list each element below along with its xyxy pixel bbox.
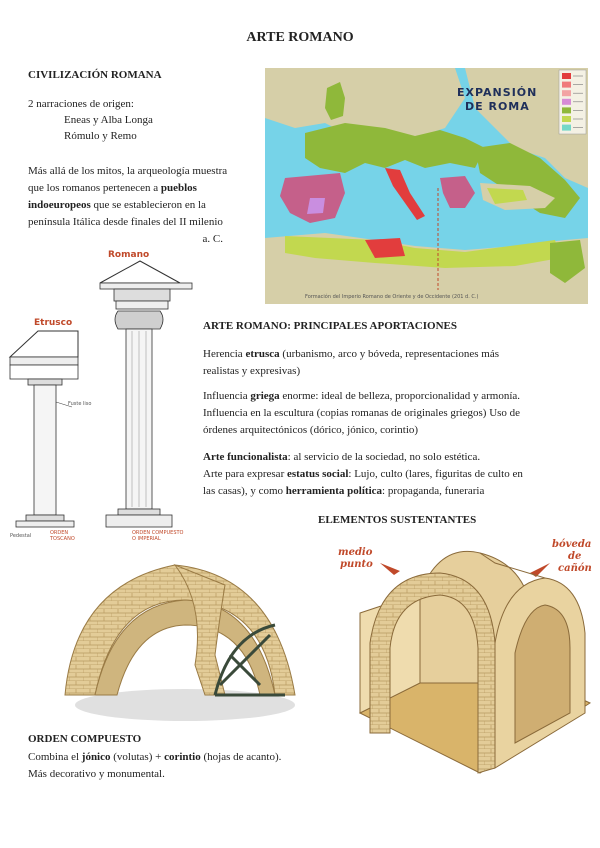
civ-p-line-c [28, 197, 263, 214]
aport-1-line-1 [203, 346, 588, 363]
civ-line-2: Eneas y Alba Longa [64, 114, 153, 126]
map-caption: Formación del Imperio Romano de Oriente y de Occidente (201 d. C.) [305, 294, 479, 300]
aport-2-line-2: Influencia en la escultura (copias romanas de originales griegos) Uso de [203, 407, 521, 419]
civ-p-line-d: península Itálica desde finales del II milenio [28, 216, 223, 228]
etrusco-steps [16, 521, 74, 527]
orden-line-1 [28, 749, 428, 766]
groin-vault-figure [55, 545, 305, 725]
sustent-heading: ELEMENTOS SUSTENTANTES [318, 514, 477, 526]
romano-pediment [100, 261, 180, 283]
aport-3-line-3 [203, 483, 593, 500]
legend-swatch [562, 125, 571, 131]
civ-heading: CIVILIZACIÓN ROMANA [28, 69, 162, 81]
aport-3-line-1 [203, 449, 593, 466]
civ-line-3: Rómulo y Remo [64, 130, 137, 142]
orden-toscano-label-2: TOSCANO [50, 536, 75, 542]
orden-l1-bold-1: jónico [81, 751, 111, 763]
aport-3-l3-pre: las casas), y como [203, 485, 286, 497]
legend-swatch [562, 90, 571, 96]
aport-3-line-2 [203, 466, 593, 483]
rome-expansion-map [265, 68, 588, 304]
aport-3-l2-bold: estatus social [286, 468, 349, 480]
aport-2-line-1 [203, 388, 593, 405]
aport-3-l3-bold: herramienta política [285, 485, 383, 497]
orden-l1-bold-2: corintio [164, 751, 201, 763]
orden-l1-pre: Combina el [28, 751, 82, 763]
aport-3-l3-post: : propaganda, funeraria [382, 485, 485, 497]
civ-p-text: que los romanos pertenecen a [28, 182, 161, 194]
romano-pedestal [106, 515, 172, 527]
legend-swatch [562, 107, 571, 113]
map-legend [559, 70, 586, 134]
etrusco-base [26, 515, 64, 521]
civ-p-bold-2: indoeuropeos [28, 199, 91, 211]
aport-3-post: : al servicio de la sociedad, no solo estética. [287, 451, 481, 463]
romano-capital [115, 311, 163, 329]
aport-2-post: enorme: ideal de belleza, proporcionalidad y armonía. [279, 390, 521, 402]
romano-cornice [100, 283, 192, 289]
aport-2-bold: griega [250, 390, 280, 402]
aport-1-pre: Herencia [203, 348, 246, 360]
orden-l1-mid: (volutas) + [110, 751, 165, 763]
etrusco-architrave [10, 357, 78, 365]
orden-l1-post: (hojas de acanto). [200, 751, 282, 763]
boveda-label-3: cañón [558, 563, 592, 574]
romano-base [118, 509, 160, 515]
aport-3-l2-pre: Arte para expresar [203, 468, 287, 480]
aport-3-bold: Arte funcionalista [203, 451, 288, 463]
pedestal-label: Pedestal [10, 533, 32, 539]
medio-label-2: punto [340, 559, 373, 570]
fuste-label: Fuste liso [68, 401, 92, 407]
orden-heading: ORDEN COMPUESTO [28, 733, 142, 745]
boveda-label-2: de [568, 551, 582, 562]
aport-2-line-3: órdenes arquitectónicos (dórico, jónico, corintio) [203, 424, 419, 436]
civ-p-line-e: a. C. [202, 233, 223, 245]
civ-p-text-2: que se establecieron en la [90, 199, 206, 211]
civ-paragraph [28, 163, 263, 248]
aport-1-bold: etrusca [245, 348, 280, 360]
aport-block-3 [203, 449, 593, 500]
medio-arrow [380, 563, 400, 575]
civ-p-line-a: Más allá de los mitos, la arqueología muestra [28, 165, 228, 177]
romano-label: Romano [108, 250, 150, 260]
aport-heading: ARTE ROMANO: PRINCIPALES APORTACIONES [203, 320, 457, 332]
legend-swatch [562, 73, 571, 79]
etrusco-capital [28, 379, 62, 385]
romano-architrave [116, 301, 168, 309]
civ-p-bold-1: pueblos [160, 182, 197, 194]
legend-swatch [562, 99, 571, 105]
civ-p-line-b [28, 180, 263, 197]
etrusco-entablature [10, 365, 78, 379]
etrusco-pediment [10, 331, 78, 357]
orden-line-2: Más decorativo y monumental. [28, 768, 165, 780]
legend-swatch [562, 116, 571, 122]
civ-line-1: 2 narraciones de origen: [28, 98, 134, 110]
map-title-2: DE ROMA [465, 100, 530, 113]
romano-frieze [114, 289, 170, 301]
aport-1-line-2: realistas y expresivas) [203, 365, 301, 377]
orden-block [28, 749, 428, 783]
aport-block-2 [203, 388, 593, 439]
etrusco-label: Etrusco [34, 318, 73, 328]
medio-label-1: medio [338, 547, 373, 558]
orden-compuesto-label-1: ORDEN COMPUESTO [132, 530, 184, 536]
orden-toscano-label-1: ORDEN [50, 530, 69, 536]
aport-1-post: (urbanismo, arco y bóveda, representaciones más [279, 348, 499, 360]
etrusco-shaft [34, 385, 56, 515]
legend-swatch [562, 82, 571, 88]
map-title-1: EXPANSIÓN [457, 86, 538, 99]
page-title: ARTE ROMANO [246, 30, 354, 45]
aport-2-pre: Influencia [203, 390, 251, 402]
columns-figure [8, 247, 198, 547]
boveda-label-1: bóveda [552, 539, 592, 550]
orden-compuesto-label-2: O IMPERIAL [132, 536, 161, 542]
aport-3-l2-post: : Lujo, culto (lares, figuritas de culto en [348, 468, 523, 480]
aport-block-1 [203, 346, 588, 380]
map-hispania-inner [307, 198, 325, 214]
